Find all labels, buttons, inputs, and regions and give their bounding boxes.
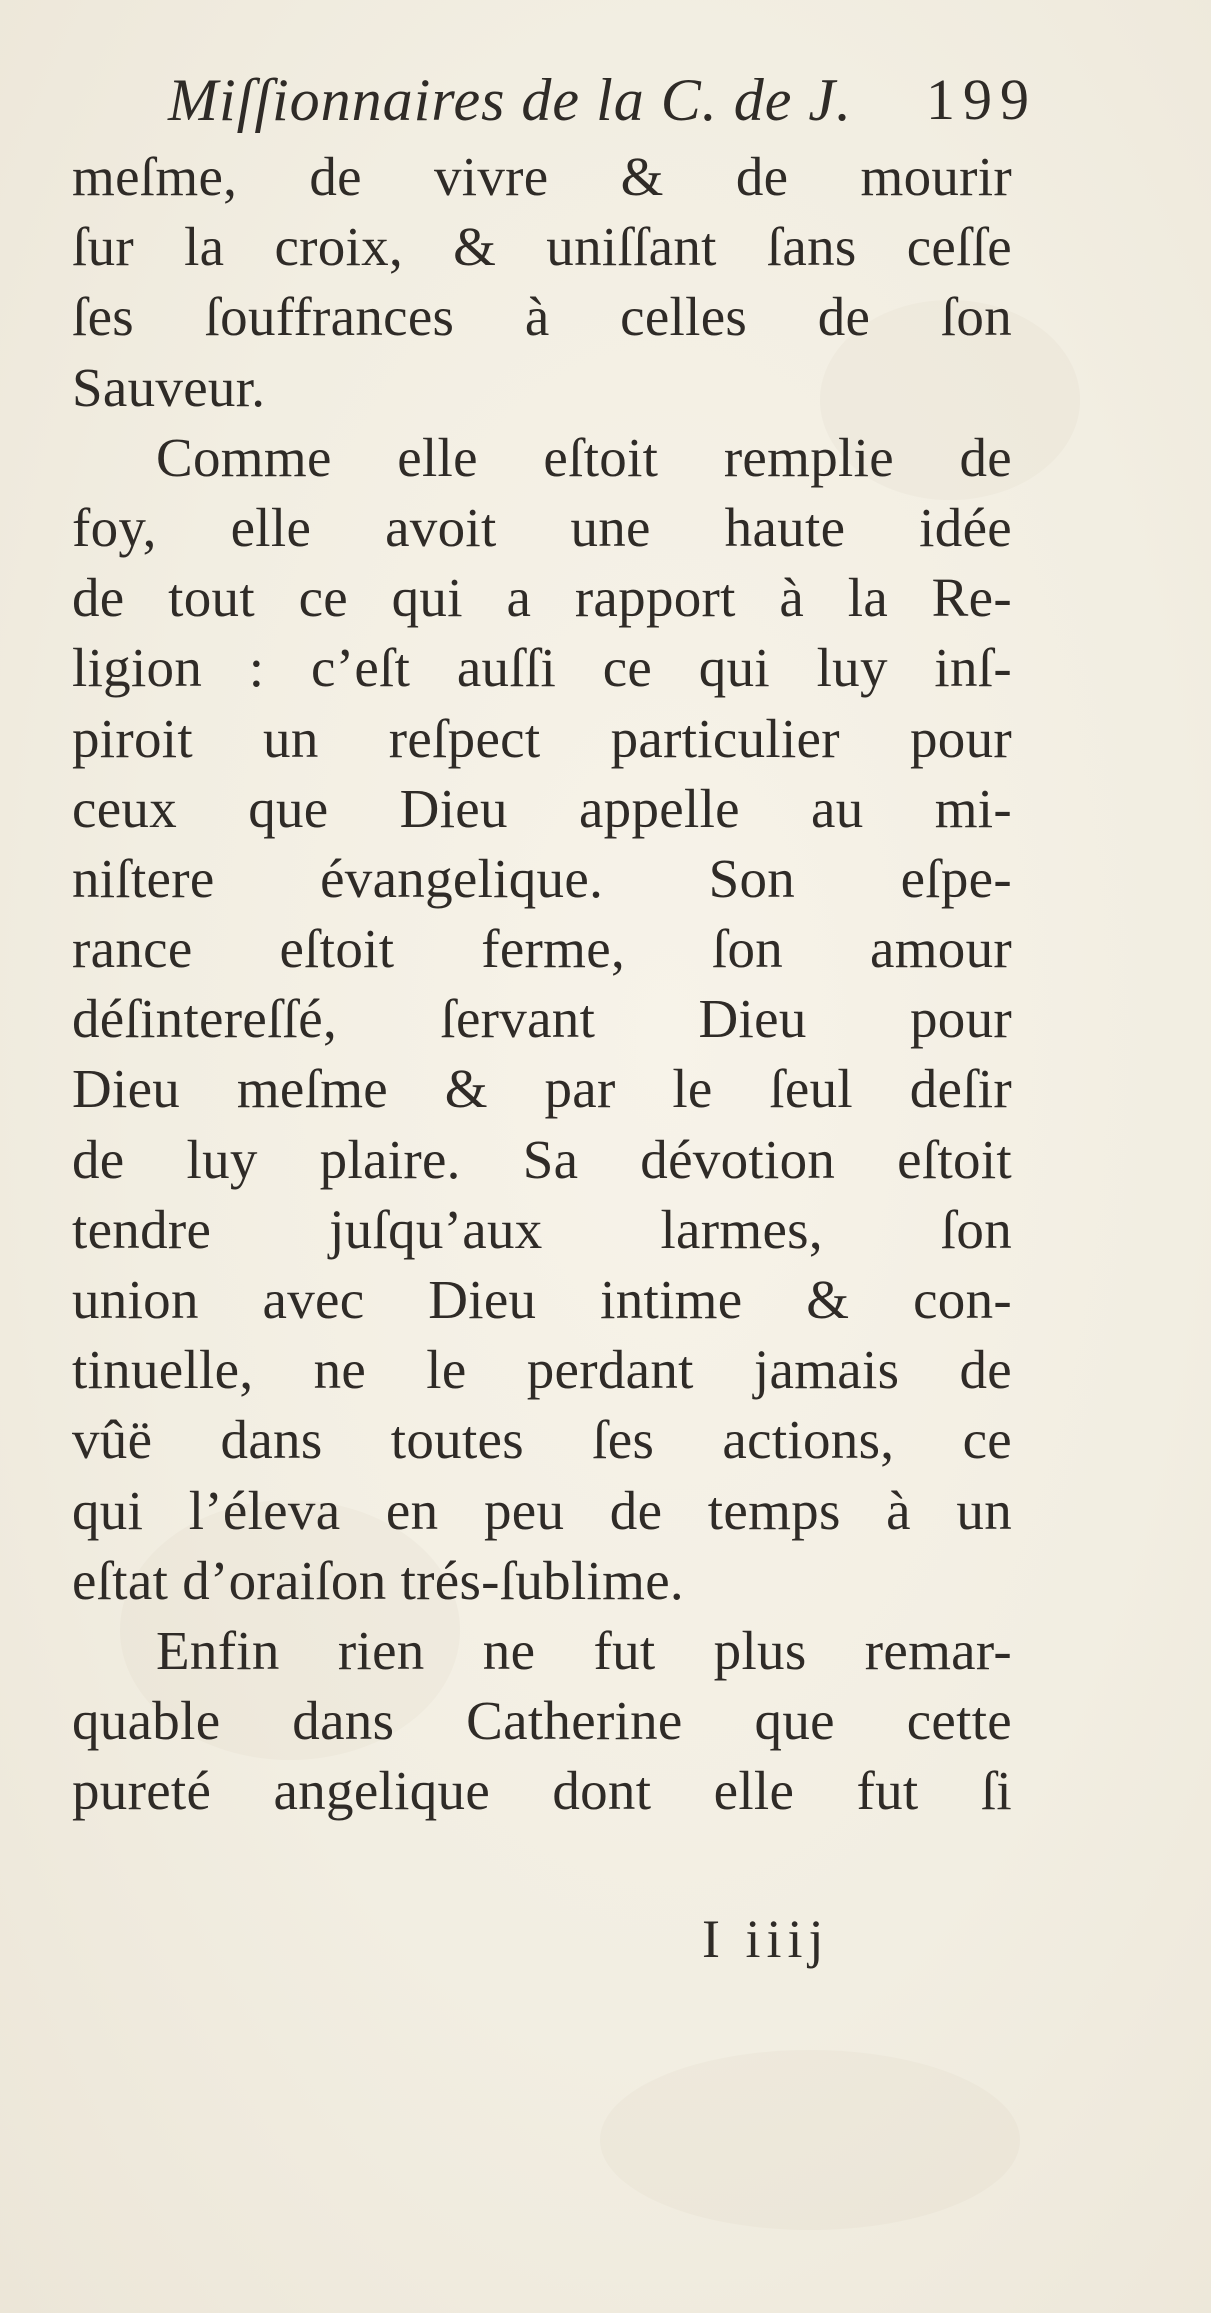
text-line: union avec Dieu intime & con- — [72, 1269, 1012, 1330]
text-line: Comme elle eſtoit remplie de — [156, 426, 1012, 488]
text-line: ſur la croix, & uniſſant ſans ceſſe — [72, 216, 1012, 278]
text-line: ſes ſouffrances à celles de ſon — [72, 286, 1012, 348]
text-line: qui l’éleva en peu de temps à un — [72, 1479, 1012, 1541]
running-head — [0, 60, 1211, 140]
text-line: eſtat d’oraiſon trés-ſublime. — [72, 1549, 684, 1611]
text-line: de luy plaire. Sa dévotion eſtoit — [72, 1128, 1012, 1190]
text-line: Dieu meſme & par le ſeul deſir — [72, 1058, 1012, 1120]
text-line: de tout ce qui a rapport à la Re- — [72, 567, 1012, 629]
text-line: piroit un reſpect particulier pour — [72, 707, 1012, 769]
text-line: foy, elle avoit une haute idée — [72, 496, 1012, 558]
text-line: niſtere évangelique. Son eſpe- — [72, 847, 1012, 909]
text-line: Enfin rien ne fut plus remar- — [156, 1619, 1012, 1681]
running-title: Miſſionnaires de la C. de J. — [168, 67, 853, 133]
text-line: quable dans Catherine que cette — [72, 1690, 1012, 1752]
text-line: ligion : c’eſt auſſi ce qui luy inſ- — [72, 637, 1012, 699]
text-line: Sauveur. — [72, 356, 266, 418]
text-line: tinuelle, ne le perdant jamais de — [72, 1339, 1012, 1401]
body-text — [72, 142, 1012, 1827]
signature-mark: I iiij — [702, 1909, 830, 1969]
paper-stain — [600, 2050, 1020, 2230]
text-line: vûë dans toutes ſes actions, ce — [72, 1409, 1012, 1471]
text-line: ceux que Dieu appelle au mi- — [72, 777, 1012, 839]
text-line: déſintereſſé, ſervant Dieu pour — [72, 988, 1012, 1050]
page-number: 199 — [926, 67, 1037, 132]
text-line: pureté angelique dont elle fut ſi — [72, 1760, 1012, 1822]
text-line: rance eſtoit ferme, ſon amour — [72, 918, 1012, 980]
text-line: tendre juſqu’aux larmes, ſon — [72, 1198, 1012, 1260]
text-line: meſme, de vivre & de mourir — [72, 146, 1012, 207]
